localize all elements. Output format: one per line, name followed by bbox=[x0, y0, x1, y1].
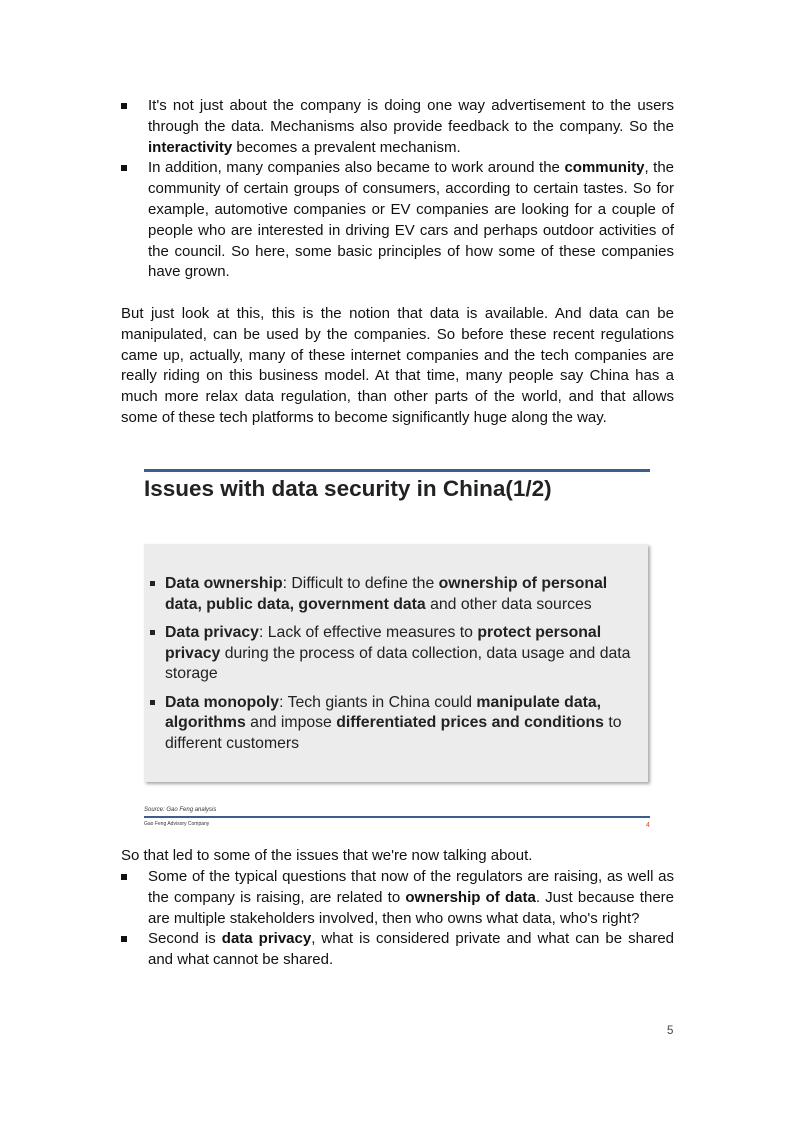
slide-item-data-privacy: Data privacy: Lack of effective measures to protect personal privacy during the process of data collection, data usage and data storage bbox=[150, 623, 646, 685]
bold-term: interactivity bbox=[148, 138, 233, 156]
bold-term: ownership of data bbox=[405, 888, 536, 906]
bullet-item: Second is data privacy, what is considered private and what can be shared and what cannot be shared. bbox=[121, 929, 674, 971]
square-bullet-icon bbox=[121, 103, 127, 109]
body-paragraph: So that led to some of the issues that we're now talking about. bbox=[121, 847, 533, 864]
bullet-item: In addition, many companies also became to work around the community, the community of certain groups of consumers, according to certain tastes. So for example, automotive companies or EV companies are looking for a couple of people who are interested in driving EV cars and perhaps outdoor activities of the council. So here, some basic principles of how some of these companies have grown. bbox=[121, 158, 674, 283]
square-bullet-icon bbox=[121, 874, 127, 880]
slide-item-data-ownership: Data ownership: Difficult to define the ownership of personal data, public data, government data and other data sources bbox=[150, 574, 646, 615]
slide-top-rule bbox=[144, 469, 650, 472]
embedded-slide bbox=[144, 466, 652, 838]
square-bullet-icon bbox=[121, 165, 127, 171]
bullet-item: It's not just about the company is doing one way advertisement to the users through the data. Mechanisms also provide feedback to the company. So the interactivity becomes a prevalent mechanism. bbox=[121, 96, 674, 158]
square-bullet-icon bbox=[150, 581, 155, 586]
slide-company-name: Gao Feng Advisory Company bbox=[144, 821, 210, 827]
square-bullet-icon bbox=[121, 936, 127, 942]
square-bullet-icon bbox=[150, 630, 155, 635]
bold-term: data privacy bbox=[221, 930, 312, 948]
bullet-list-top bbox=[121, 96, 674, 283]
slide-source-note: Source: Gao Feng analysis bbox=[144, 807, 217, 813]
slide-bottom-rule bbox=[144, 816, 650, 818]
slide-title: Issues with data security in China(1/2) bbox=[144, 476, 552, 501]
body-paragraph: But just look at this, this is the notion that data is available. And data can be manipulated, can be used by the companies. So before these recent regulations came up, actually, many of these internet companies and the tech companies are really riding on this business model. At that time, many people say China has a much more relax data regulation, than other parts of the world, and that allows some of these tech platforms to become significantly huge along the way. bbox=[121, 305, 674, 426]
slide-number: 4 bbox=[646, 822, 650, 829]
bold-term: community bbox=[564, 159, 645, 177]
square-bullet-icon bbox=[150, 700, 155, 705]
slide-item-data-monopoly: Data monopoly: Tech giants in China could manipulate data, algorithms and impose differentiated prices and conditions to different customers bbox=[150, 693, 646, 755]
slide-bullet-list bbox=[150, 574, 646, 762]
bullet-item: Some of the typical questions that now of the regulators are raising, as well as the company is raising, are related to ownership of data. Just because there are multiple stakeholders involved, then who owns what data, who's right? bbox=[121, 867, 674, 929]
page-number: 5 bbox=[667, 1025, 674, 1037]
bullet-list-bottom bbox=[121, 867, 674, 971]
